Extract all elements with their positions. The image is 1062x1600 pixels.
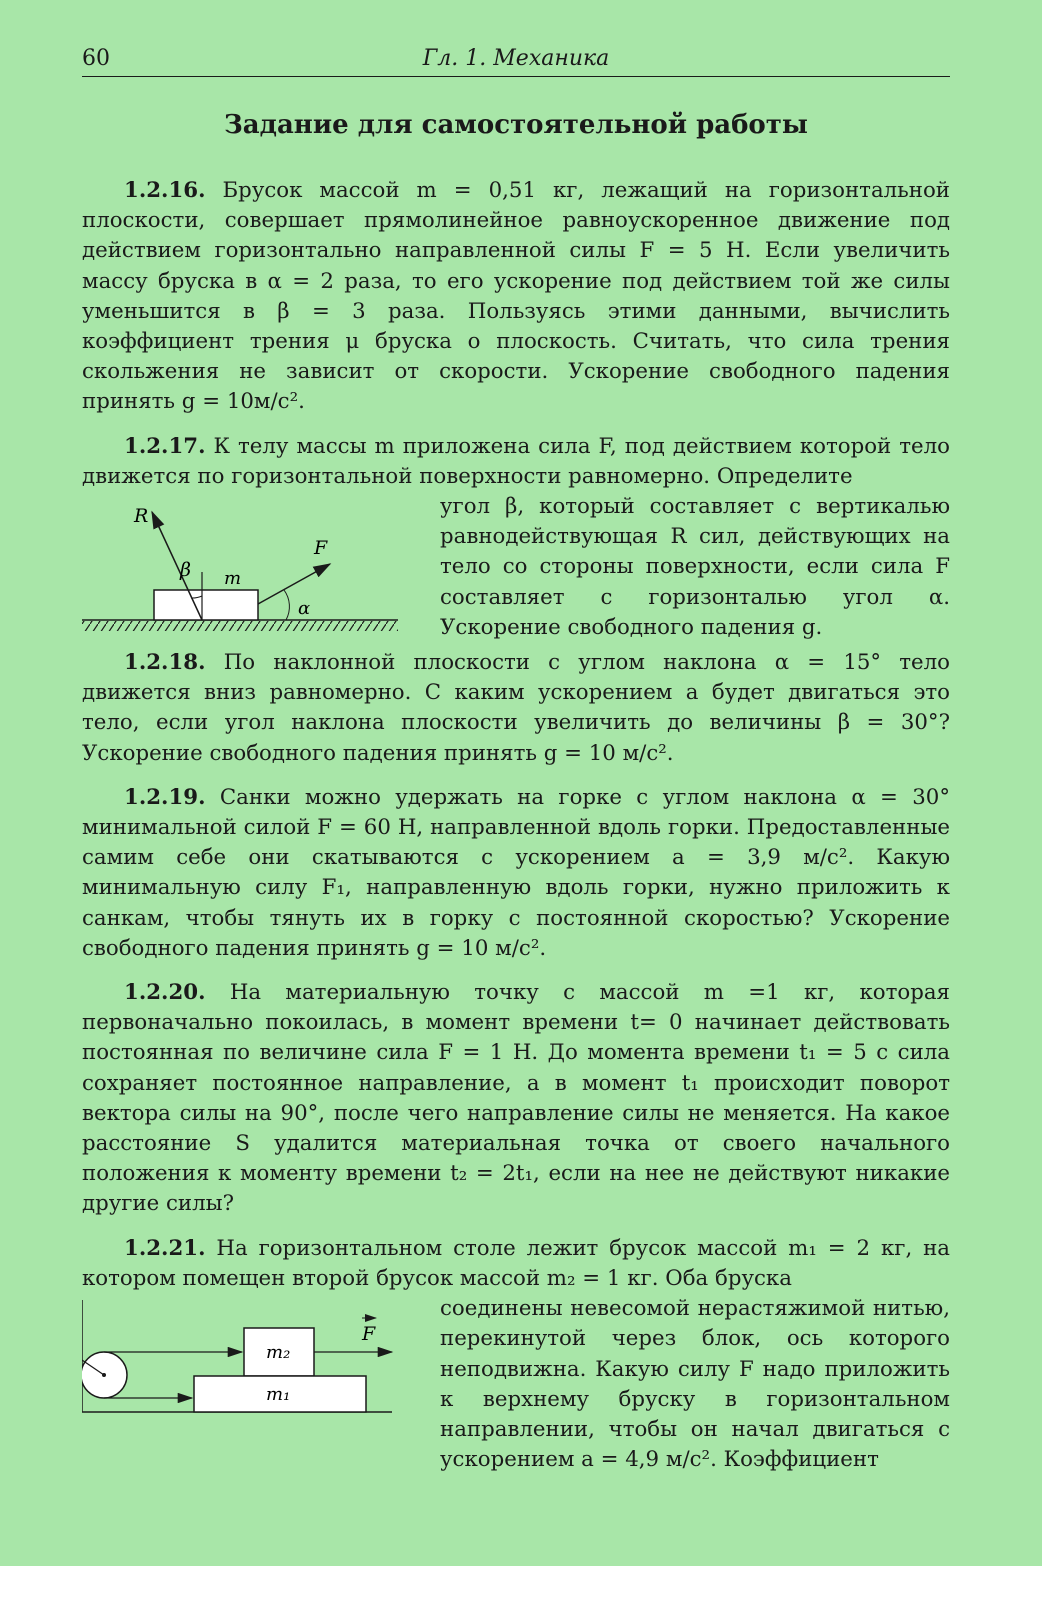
problem-text-wrap: угол β, который составляет с вертикалью равнодействующая R сил, действующих на тело со стороны поверхности, если сила F составляет с горизонталью угол α. Ускорение свободного падения g. [440,494,950,640]
problem-number: 1.2.18. [124,650,206,676]
page-header [82,44,950,77]
problem-1-2-16 [82,176,950,418]
angle-alpha-arc [284,590,289,620]
figure-block-on-surface [82,492,434,642]
label-f: F [314,537,328,560]
label-m2: m₂ [266,1342,291,1364]
figure-pulley-blocks [82,1300,434,1452]
section-title: Задание для самостоятельной работы [224,110,808,140]
problem-text: По наклонной плоскости с углом наклона α = 15° тело движется вниз равномерно. С каким ускорением a будет двигаться это тело, если угол наклона плоскости увеличить до величины β = 30°? Ускорение свободного падения принять g = 10 м/с². [82,650,950,766]
label-f: F [362,1323,376,1346]
running-title: Гл. 1. Механика [422,46,610,71]
figure-pulley-blocks-drawing [82,1300,434,1452]
problem-text: Санки можно удержать на горке с углом наклона α = 30° минимальной силой F = 60 Н, направленной вдоль горки. Предоставленные самим себе они скатываются с ускорением a = 3,9 м/с². Какую минимальную силу F₁, направленную вдоль горки, нужно приложить к санкам, чтобы тянуть их в горку с постоянной скоростью? Ускорение свободного падения принять g = 10 м/с². [82,784,950,961]
problem-1-2-19 [82,783,950,964]
force-f-arrow [258,564,330,604]
problem-number: 1.2.21. [124,1235,206,1261]
problem-number: 1.2.19. [124,784,206,810]
problem-1-2-20 [82,978,950,1220]
label-m: m [224,568,242,590]
label-alpha: α [298,598,311,620]
problem-text-intro: На горизонтальном столе лежит брусок массой m₁ = 2 кг, на котором помещен второй брусок массой m₂ = 1 кг. Оба бруска [82,1235,950,1291]
problem-text-wrap: соединены невесомой нерастяжимой нитью, перекинутой через блок, ось которого неподвижна. Какую силу F надо приложить к верхнему бруску в горизонтальном направлении, чтобы он начал двигаться с ускорением a = 4,9 м/с². Коэффициент [440,1296,950,1473]
page-number: 60 [82,46,110,71]
problem-1-2-17-body [82,492,950,643]
problem-text: Брусок массой m = 0,51 кг, лежащий на горизонтальной плоскости, совершает прямолинейное равноускоренное движение под действием горизонтально направленной силы F = 5 Н. Если увеличить массу бруска в α = 2 раза, то его ускорение под действием той же силы уменьшится в β = 3 раза. Пользуясь этими данными, вычислить коэффициент трения μ бруска о плоскость. Считать, что сила трения скольжения не зависит от скорости. Ускорение свободного падения принять g = 10м/с². [82,178,950,415]
problem-1-2-21-body [82,1294,950,1475]
problems-list [82,176,950,1475]
problem-1-2-18 [82,648,950,769]
problem-number: 1.2.20. [124,980,206,1006]
problem-number: 1.2.17. [124,433,206,459]
block-m [154,590,258,620]
label-m1: m₁ [266,1384,291,1406]
label-r: R [134,505,149,528]
problem-1-2-21 [82,1234,950,1294]
surface-hatching [82,621,398,631]
problem-text-intro: К телу массы m приложена сила F, под действием которой тело движется по горизонтальной поверхности равномерно. Определите [82,433,950,489]
label-beta: β [180,559,191,582]
problem-number: 1.2.16. [124,178,206,203]
figure-block-on-surface-drawing [82,492,434,642]
problem-1-2-17 [82,432,950,492]
problem-text: На материальную точку с массой m =1 кг, которая первоначально покоилась, в момент времени t= 0 начинает действовать постоянная по величине сила F = 1 Н. До момента времени t₁ = 5 с сила сохраняет постоянное направление, а в момент t₁ происходит поворот вектора силы на 90°, после чего направление силы не меняется. На какое расстояние S удалится материальная точка от своего начального положения к моменту времени t₂ = 2t₁, если на нее не действуют никакие другие силы? [82,980,950,1217]
